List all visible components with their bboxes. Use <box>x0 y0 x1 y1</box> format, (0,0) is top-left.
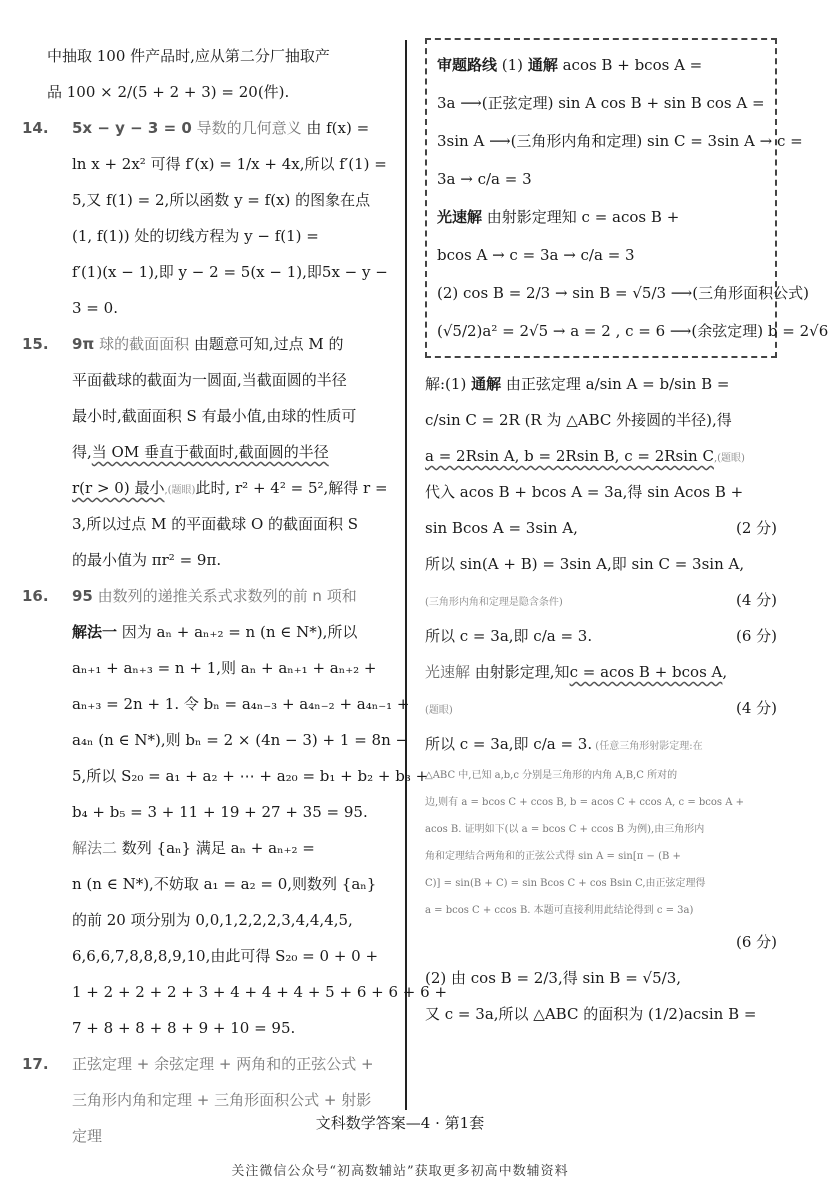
text-run: c/sin C = 2R (R 为 △ABC 外接圆的半径),得 <box>425 411 732 429</box>
text-line <box>22 326 394 362</box>
problem-number: 16. <box>22 587 49 605</box>
text-line <box>22 1046 394 1082</box>
text-run: sin Bcos A = 3sin A, <box>425 519 578 537</box>
text-run: 由数列的递推关系式求数列的前 n 项和 <box>92 587 357 605</box>
text-run: (1) <box>497 56 528 74</box>
projection-theorem-note <box>425 762 777 924</box>
text-run: 6,6,6,7,8,8,8,9,10,由此可得 S₂₀ = 0 + 0 + <box>72 947 379 965</box>
score-label: (2 分) <box>735 519 777 537</box>
box-line <box>437 46 765 84</box>
text-run: 3sin A ⟶(三角形内角和定理) sin C = 3sin A → c = <box>437 132 803 150</box>
text-line <box>425 546 777 582</box>
text-line <box>425 654 777 690</box>
text-run: 当 OM 垂直于截面时,截面圆的半径 <box>91 443 329 461</box>
text-run: 3 = 0. <box>72 299 118 317</box>
text-line <box>22 938 394 974</box>
text-line <box>22 1010 394 1046</box>
text-run: 由 f(x) = <box>301 119 370 137</box>
text-line <box>425 960 777 996</box>
text-run: n (n ∈ N*),不妨取 a₁ = a₂ = 0,则数列 {aₙ} <box>72 875 377 893</box>
text-line <box>425 438 777 474</box>
text-run: 所以 sin(A + B) = 3sin A,即 sin C = 3sin A, <box>425 555 745 573</box>
problem-number: 14. <box>22 119 49 137</box>
text-run: 因为 aₙ + aₙ₊₂ = n (n ∈ N*),所以 <box>117 623 358 641</box>
text-run: 球的截面面积 <box>94 335 190 353</box>
text-run: 正弦定理 + 余弦定理 + 两角和的正弦公式 + <box>72 1055 374 1073</box>
text-line <box>22 38 394 74</box>
score-label: (4 分) <box>735 591 777 609</box>
text-run: 由射影定理,知 <box>470 663 570 681</box>
review-route-box <box>425 38 828 358</box>
problem-number: 17. <box>22 1055 49 1073</box>
column-divider <box>405 40 407 1110</box>
text-run: (2) 由 cos B = 2/3,得 sin B = √5/3, <box>425 969 682 987</box>
text-run: 通解 <box>527 56 558 74</box>
text-run: 通解 <box>471 375 502 393</box>
text-run: 此时, r² + 4² = 5²,解得 r = <box>195 479 388 497</box>
text-run: 由射影定理知 c = acos B + <box>482 208 680 226</box>
text-line <box>22 578 394 614</box>
text-line <box>22 182 394 218</box>
text-line <box>425 996 777 1032</box>
note-line: 边,则有 a = bcos C + ccos B, b = acos C + ccos A, c = bcos A + <box>425 797 744 808</box>
score-label: (6 分) <box>735 933 777 951</box>
text-run: 解:(1) <box>425 375 472 393</box>
text-run: 三角形内角和定理 + 三角形面积公式 + 射影 <box>72 1091 372 1109</box>
note-line: acos B. 证明如下(以 a = bcos C + ccos B 为例),由三角形内 <box>425 824 705 835</box>
text-run: 5,所以 S₂₀ = a₁ + a₂ + ⋯ + a₂₀ = b₁ + b₂ + b₃ + <box>72 767 429 785</box>
text-run: 由题意可知,过点 M 的 <box>189 335 344 353</box>
text-line <box>425 402 777 438</box>
text-run: (三角形内角和定理是隐含条件) <box>425 597 563 608</box>
text-run: ,(题眼) <box>164 485 196 496</box>
text-run: 又 c = 3a,所以 △ABC 的面积为 (1/2)acsin B = <box>425 1005 757 1023</box>
text-line <box>22 290 394 326</box>
text-line <box>22 218 394 254</box>
text-line <box>22 650 394 686</box>
text-run: a₄ₙ (n ∈ N*),则 bₙ = 2 × (4n − 3) + 1 = 8n − <box>72 731 409 749</box>
text-run: 7 + 8 + 8 + 8 + 9 + 10 = 95. <box>72 1019 296 1037</box>
box-line <box>437 160 765 198</box>
text-line <box>425 726 777 762</box>
text-line <box>22 830 394 866</box>
note-line: C)] = sin(B + C) = sin Bcos C + cos Bsin C,由正弦定理得 <box>425 878 706 889</box>
text-run: 平面截球的截面为一圆面,当截面圆的半径 <box>72 371 347 389</box>
text-run: 数列 {aₙ} 满足 aₙ + aₙ₊₂ = <box>117 839 315 857</box>
box-line <box>437 274 810 312</box>
note-line: a = bcos C + ccos B. 本题可直接利用此结论得到 c = 3a) <box>425 905 694 916</box>
text-run: 最小时,截面面积 S 有最小值,由球的性质可 <box>72 407 357 425</box>
text-run: (2) cos B = 2/3 → sin B = √5/3 ⟶(三角形面积公式) <box>437 284 810 302</box>
page-footer: 文科数学答案—4 · 第1套 <box>315 1114 485 1132</box>
text-line <box>22 398 394 434</box>
text-line <box>22 506 394 542</box>
text-run: 所以 c = 3a,即 c/a = 3. <box>425 627 593 645</box>
text-run: 3,所以过点 M 的平面截球 O 的截面面积 S <box>72 515 359 533</box>
text-line <box>22 614 394 650</box>
text-line <box>22 794 394 830</box>
text-run: 导数的几何意义 <box>191 119 302 137</box>
problem-number: 15. <box>22 335 49 353</box>
text-run: b₄ + b₅ = 3 + 11 + 19 + 27 + 35 = 95. <box>72 803 368 821</box>
text-line <box>22 722 409 758</box>
text-run: 1 + 2 + 2 + 2 + 3 + 4 + 4 + 4 + 5 + 6 + 6 + 6 + <box>72 983 448 1001</box>
text-run: c = acos B + bcos A <box>569 663 723 681</box>
text-run: ,(题眼) <box>713 453 745 464</box>
solution-17-part2 <box>425 924 777 1032</box>
score-label: (6 分) <box>735 627 777 645</box>
text-line <box>22 974 448 1010</box>
text-run: 得, <box>72 443 92 461</box>
text-run: aₙ₊₃ = 2n + 1. 令 bₙ = a₄ₙ₋₃ + a₄ₙ₋₂ + a₄ₙ₋₁ + <box>72 695 410 713</box>
right-column <box>425 38 828 1032</box>
box-line <box>437 236 765 274</box>
text-run: r(r > 0) 最小 <box>72 479 165 497</box>
text-line <box>425 474 777 510</box>
text-run: acos B + bcos A = <box>557 56 703 74</box>
text-run: 3a → c/a = 3 <box>437 170 532 188</box>
text-line <box>22 362 394 398</box>
text-line <box>425 690 777 726</box>
text-run: 9π <box>72 335 95 353</box>
box-line <box>437 198 765 236</box>
solution-17 <box>425 366 777 762</box>
text-line <box>22 254 394 290</box>
text-run: bcos A → c = 3a → c/a = 3 <box>437 246 635 264</box>
text-run: 解法一 <box>72 623 118 641</box>
text-line <box>22 434 394 470</box>
text-run: 中抽取 100 件产品时,应从第二分厂抽取产 <box>47 47 330 65</box>
text-line <box>22 470 394 506</box>
text-run: , <box>722 663 728 681</box>
note-line: 角和定理结合两角和的正弦公式得 sin A = sin[π − (B + <box>425 851 681 862</box>
text-line <box>425 924 777 960</box>
text-line <box>425 510 777 546</box>
text-line <box>22 902 394 938</box>
text-line <box>22 110 394 146</box>
text-run: 的前 20 项分别为 0,0,1,2,2,2,3,4,4,4,5, <box>72 911 353 929</box>
text-run: 审题路线 <box>437 56 498 74</box>
text-run: 解法二 <box>72 839 118 857</box>
text-run: (√5/2)a² = 2√5 → a = 2 , c = 6 ⟶(余弦定理) b = 2√6 <box>437 322 828 340</box>
text-run: f′(1)(x − 1),即 y − 2 = 5(x − 1),即5x − y − <box>72 263 388 281</box>
box-line <box>437 122 803 160</box>
text-run: 95 <box>72 587 93 605</box>
text-run: 光速解 <box>425 663 471 681</box>
box-line <box>437 84 765 122</box>
text-run: 代入 acos B + bcos A = 3a,得 sin Acos B + <box>425 483 744 501</box>
text-run: 5x − y − 3 = 0 <box>72 119 192 137</box>
text-run: (1, f(1)) 处的切线方程为 y − f(1) = <box>72 227 319 245</box>
text-run: ln x + 2x² 可得 f′(x) = 1/x + 4x,所以 f′(1) = <box>72 155 387 173</box>
text-run: 所以 c = 3a,即 c/a = 3. <box>425 735 593 753</box>
wechat-notice: 关注微信公众号“初高数辅站”获取更多初高中数辅资料 <box>231 1164 569 1179</box>
text-run: 5,又 f(1) = 2,所以函数 y = f(x) 的图象在点 <box>72 191 371 209</box>
text-run: a = 2Rsin A, b = 2Rsin B, c = 2Rsin C <box>425 447 714 465</box>
text-line <box>22 686 410 722</box>
text-run: 品 100 × 2/(5 + 2 + 3) = 20(件). <box>47 83 290 101</box>
text-line <box>22 146 394 182</box>
text-line <box>425 366 777 402</box>
text-line <box>22 866 394 902</box>
text-run: 定理 <box>72 1127 103 1145</box>
text-run: 由正弦定理 a/sin A = b/sin B = <box>501 375 730 393</box>
text-run: 的最小值为 πr² = 9π. <box>72 551 222 569</box>
text-line <box>22 758 429 794</box>
box-line <box>437 312 828 350</box>
text-line <box>22 74 394 110</box>
text-line <box>22 542 394 578</box>
text-run: aₙ₊₁ + aₙ₊₃ = n + 1,则 aₙ + aₙ₊₁ + aₙ₊₂ + <box>72 659 377 677</box>
text-run: 光速解 <box>437 208 483 226</box>
score-label: (4 分) <box>735 699 777 717</box>
text-line <box>425 582 777 618</box>
note-line: △ABC 中,已知 a,b,c 分别是三角形的内角 A,B,C 所对的 <box>425 770 678 781</box>
text-run: (任意三角形射影定理:在 <box>592 741 703 752</box>
text-line <box>425 618 777 654</box>
text-run: (题眼) <box>425 705 453 716</box>
text-run: 3a ⟶(正弦定理) sin A cos B + sin B cos A = <box>437 94 765 112</box>
